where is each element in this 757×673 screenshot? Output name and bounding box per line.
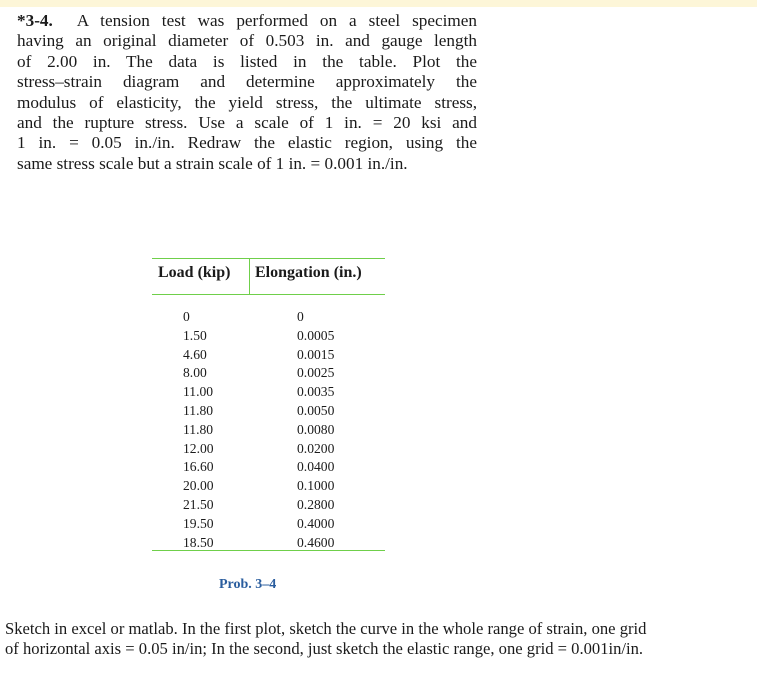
- table-cell: 0: [297, 309, 304, 324]
- top-band: [0, 0, 757, 7]
- table-header-rule: [152, 294, 385, 295]
- table-cell: 18.50: [183, 534, 214, 550]
- table-header-elongation: Elongation (in.): [255, 264, 362, 281]
- problem-line-7: 1 in. = 0.05 in./in. Redraw the elastic region, using the: [17, 133, 477, 153]
- problem-line-1: *3-4. A tension test was performed on a steel specimen: [17, 11, 477, 30]
- problem-line-3: of 2.00 in. The data is listed in the table. Plot the: [17, 51, 477, 71]
- table-cell: 12.00: [183, 440, 214, 456]
- table-cell: 11.80: [183, 402, 214, 418]
- table-cell: 20.00: [183, 478, 214, 494]
- problem-line-6: and the rupture stress. Use a scale of 1 in. = 20 ksi and: [17, 113, 477, 133]
- table-cell: 11.80: [183, 421, 214, 437]
- figure-caption: Prob. 3–4: [219, 577, 277, 592]
- table-cell: 4.60: [183, 346, 207, 362]
- problem-line-4: stress–strain diagram and determine approximately the: [17, 72, 477, 92]
- table-cell: 0.0400: [297, 459, 335, 475]
- table-cell: 0.4000: [297, 515, 335, 531]
- table-top-rule: [152, 258, 385, 259]
- table-cell: 0.0080: [297, 421, 335, 437]
- table-cell: 0.0005: [297, 327, 335, 343]
- table-cell: 0.4600: [297, 534, 335, 550]
- problem-statement: [17, 11, 477, 174]
- table-cell: 0.0200: [297, 440, 335, 456]
- table-cell: 0.0050: [297, 402, 335, 418]
- load-column: [183, 308, 214, 552]
- table-cell: 19.50: [183, 515, 214, 531]
- table-header-separator: [249, 258, 250, 294]
- table-cell: 11.00: [183, 384, 214, 400]
- table-cell: 0.0015: [297, 346, 335, 362]
- table-cell: 0.1000: [297, 478, 335, 494]
- table-cell: 8.00: [183, 365, 207, 381]
- problem-line-8: same stress scale but a strain scale of 1 in. = 0.001 in./in.: [17, 153, 408, 173]
- problem-number: *3-4.: [17, 11, 53, 30]
- table-cell: 0.2800: [297, 496, 335, 512]
- problem-line-2: having an original diameter of 0.503 in. and gauge length: [17, 31, 477, 51]
- table-cell: 21.50: [183, 496, 214, 512]
- problem-line-5: modulus of elasticity, the yield stress, the ultimate stress,: [17, 92, 477, 112]
- table-cell: 16.60: [183, 459, 214, 475]
- note-line-1: Sketch in excel or matlab. In the first plot, sketch the curve in the whole range of strain, one grid: [5, 619, 647, 638]
- table-cell: 1.50: [183, 327, 207, 343]
- data-table: [152, 258, 385, 551]
- table-cell: 0: [183, 309, 190, 324]
- elongation-column: [297, 308, 334, 552]
- instruction-note: [5, 619, 753, 658]
- table-header-load: Load (kip): [158, 264, 231, 281]
- table-cell: 0.0025: [297, 365, 335, 381]
- table-cell: 0.0035: [297, 384, 335, 400]
- note-line-2: of horizontal axis = 0.05 in/in; In the second, just sketch the elastic range, one grid = 0.001in/in.: [5, 638, 644, 658]
